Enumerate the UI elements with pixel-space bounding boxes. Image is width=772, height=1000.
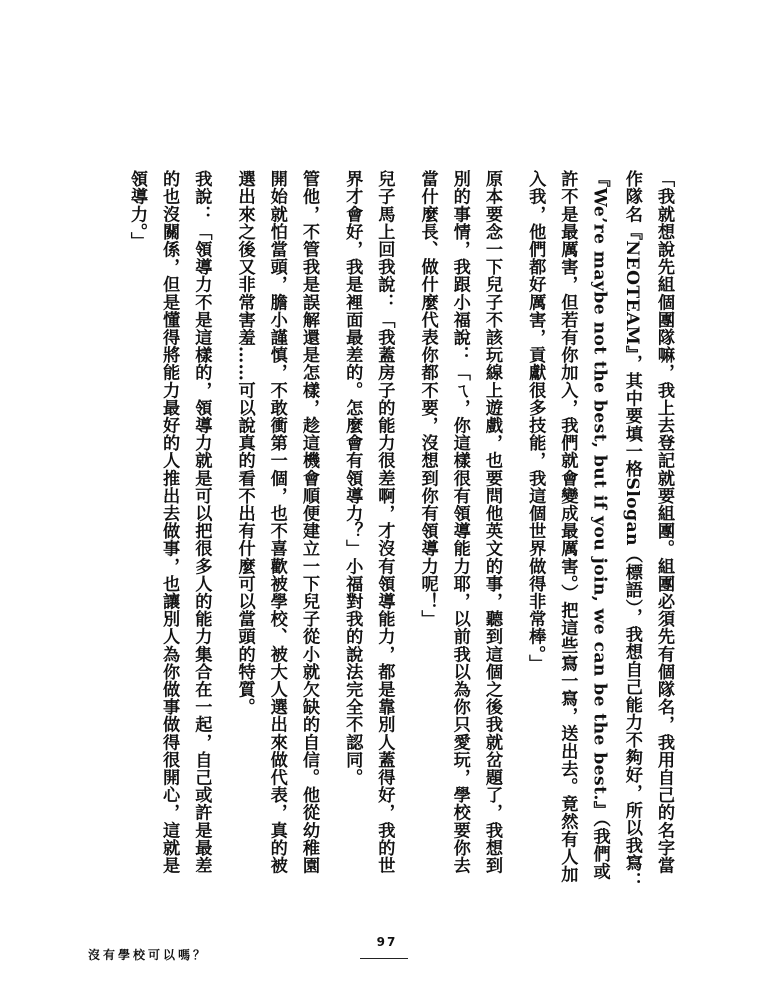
page-number-rule <box>360 958 408 959</box>
paragraph-2: 原本要念一下兒子不該玩線上遊戲，也要問他英文的事，聽到這個之後我就岔題了，我想到別的事情，我跟小福說：「ㄟ，你這樣很有領導能力耶，以前我以為你只愛玩，學校要你去當什麼長、做什麼代表你都不要，沒想到你有領導力呢！」 <box>417 170 502 874</box>
vertical-body-text <box>110 170 680 890</box>
running-title: 沒有學校可以嗎？ <box>88 948 209 962</box>
paragraph-3: 兒子馬上回我說：「我蓋房子的能力很差啊，才沒有領導能力，都是靠別人蓋得好，我的世界才會好，我是裡面最差的。怎麼會有領導力？」小福對我的說法完全不認同。 <box>342 170 395 874</box>
page-number: 97 <box>376 935 398 949</box>
paragraph-4: 管他，不管我是誤解還是怎樣，趁這機會順便建立一下兒子從小就欠缺的自信。他從幼稚園開始就怕當頭，膽小謹慎，不敢衝第一個，也不喜歡被學校、被大人選出來做代表，真的被選出來之後又非常害羞……可以說真的看不出有什麼可以當頭的特質。 <box>234 170 319 874</box>
paragraph-5: 我說：「領導力不是這樣的，領導力就是可以把很多人的能力集合在一起，自己或許是最差的也沒關係，但是懂得將能力最好的人推出去做事，也讓別人為你做事做得很開心，這就是領導力。」 <box>126 170 212 874</box>
paragraph-1: 「我就想說先組個團隊嘛，我上去登記就要組團。組團必須先有個隊名，我用自己的名字當作隊名『NEOTEAM』，其中要填一格Slogan（標語），我想自己能力不夠好，所以我寫：『We’re maybe not the best, but if you join, we can be the best.』（我們或許不是最厲害，但若有你加入，我們就會變成最厲害。）把這些寫一寫，送出去。竟然有人加入我，他們都好厲害，貢獻很多技能，我這個世界做得非常棒。」 <box>525 170 674 890</box>
